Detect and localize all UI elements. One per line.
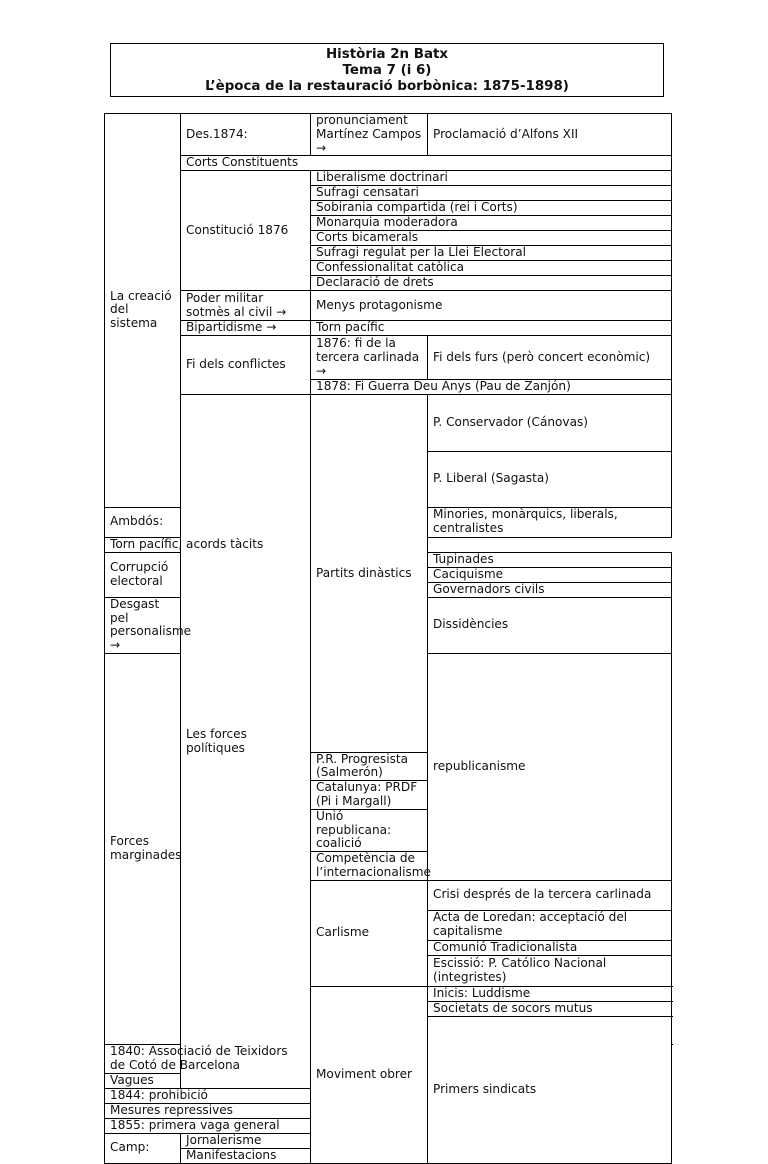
cell: Minories, monàrquics, liberals, centralistes [428,507,672,537]
cell: Partits dinàstics [311,395,428,752]
cell: Menys protagonisme [311,291,672,321]
list-item: Mesures repressives [105,1103,311,1118]
cell: Poder militar sotmès al civil → [181,291,311,321]
cell: Societats de socors mutus [428,1001,672,1016]
list-item: Vagues [105,1073,311,1088]
section-label: Moviment obrer [311,986,428,1163]
list-item: Escissió: P. Católico Nacional (integristes) [428,955,672,986]
cell: P. Liberal (Sagasta) [428,451,672,507]
cell: Constitució 1876 [181,171,311,291]
list-item: P.R. Progresista (Salmerón) [311,752,428,781]
list-item: Monarquia moderadora [311,216,672,231]
list-item: Governadors civils [428,582,672,597]
list-item: 1840: Associació de Teixidors de Cotó de Barcelona [105,1045,311,1074]
section-label: La creació del sistema [105,114,181,508]
cell: Des.1874: [181,114,311,156]
list-item: Sobirania compartida (rei i Corts) [311,201,672,216]
list-item: Catalunya: PRDF (Pi i Margall) [311,781,428,810]
cell: Torn pacífic, acords tàcits [105,537,311,552]
list-item: Liberalisme doctrinari [311,171,672,186]
list-item: Jornalerisme [181,1133,311,1148]
list-item: Declaració de drets [311,276,672,291]
cell: republicanisme [428,653,672,880]
cell: Bipartidisme → [181,321,311,336]
list-item: Manifestacions [181,1148,311,1163]
list-item: Comunió Tradicionalista [428,940,672,955]
list-item: 1855: primera vaga general [105,1118,311,1133]
list-item: Sufragi censatari [311,186,672,201]
list-item: Tupinades [428,552,672,567]
list-item: 1844: prohibició [105,1088,311,1103]
cell: Corrupció electoral [105,552,181,597]
cell: Carlisme [311,880,428,986]
list-item: Unió republicana: coalició [311,809,428,851]
cell: 1878: Fi Guerra Deu Anys (Pau de Zanjón) [311,380,672,395]
cell: Fi dels furs (però concert econòmic) [428,336,672,380]
cell: 1876: fi de la tercera carlinada → [311,336,428,380]
outline-table [104,113,672,1164]
cell: P. Conservador (Cánovas) [428,395,672,451]
course-title: Història 2n Batx [325,47,449,62]
unit-title: Tema 7 (i 6) [342,63,432,78]
cell: pronunciament Martínez Campos → [311,114,428,156]
list-item: Corts bicamerals [311,231,672,246]
list-item: Confessionalitat catòlica [311,261,672,276]
list-item: Competència de l’internacionalisme [311,852,428,881]
cell: Torn pacífic [311,321,672,336]
list-item: Acta de Loredan: acceptació del capitalisme [428,910,672,940]
cell: Forces marginades [105,653,181,1044]
cell: Corts Constituents [181,156,672,171]
topic-title: L’època de la restauració borbònica: 1875-1898) [205,79,569,94]
section-label: Les forces polítiques [181,395,311,1089]
cell: Proclamació d’Alfons XII [428,114,672,156]
list-item: Sufragi regulat per la Llei Electoral [311,246,672,261]
cell: Inicis: Luddisme [428,986,672,1001]
document-title [110,43,664,97]
cell: Primers sindicats [428,1016,672,1163]
cell: Ambdós: [105,507,181,537]
list-item: Caciquisme [428,567,672,582]
cell: Dissidències [428,597,672,653]
cell: Fi dels conflictes [181,336,311,395]
list-item: Crisi després de la tercera carlinada [428,880,672,910]
cell: Camp: [105,1133,181,1163]
cell: Desgast pel personalisme → [105,597,181,653]
